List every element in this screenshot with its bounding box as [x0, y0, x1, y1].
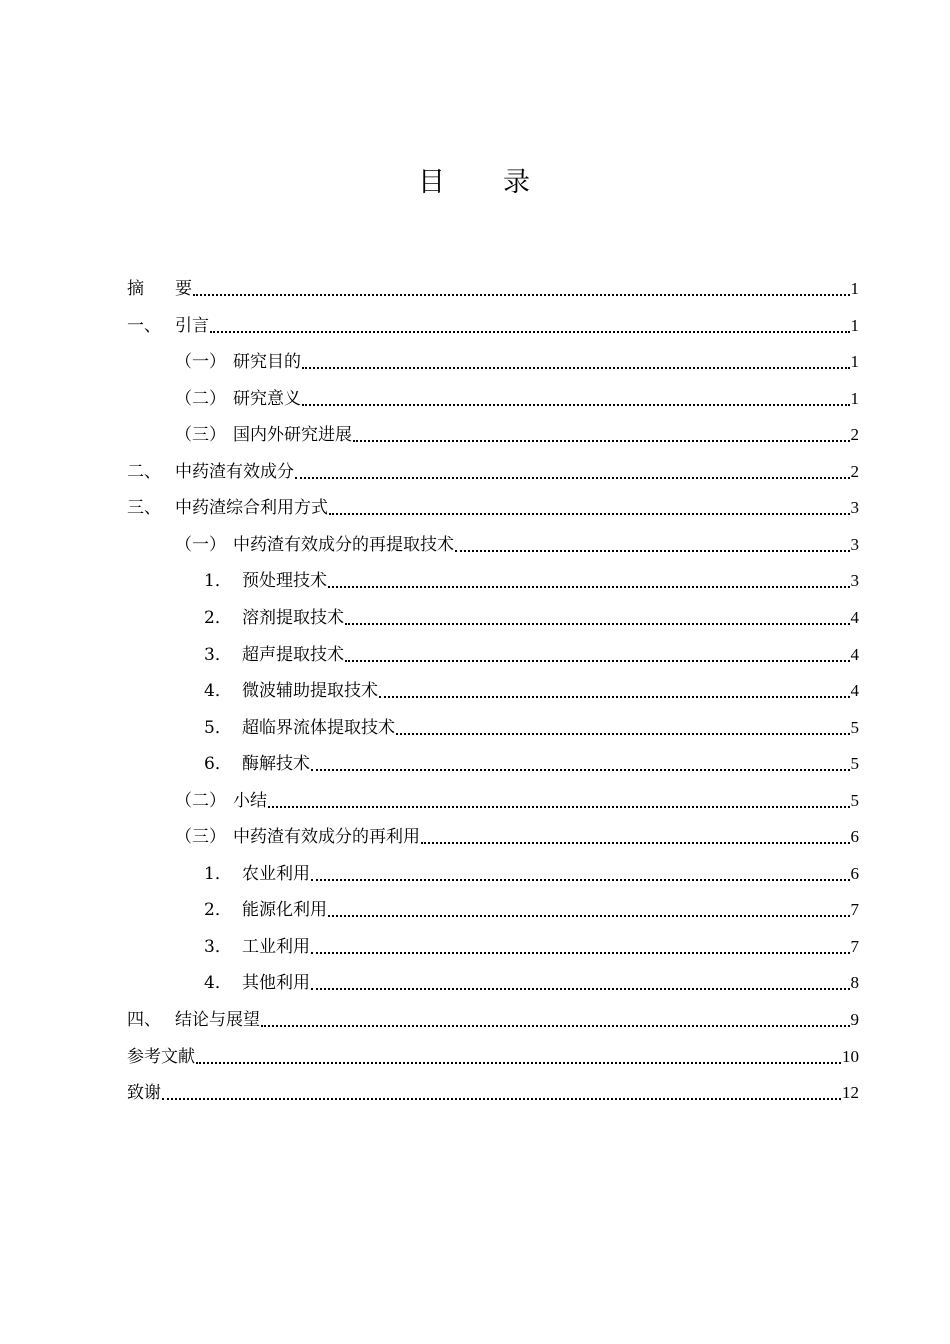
toc-entry[interactable] [127, 490, 859, 526]
toc-entry[interactable] [204, 673, 859, 709]
toc-entry-page-number: 5 [850, 717, 859, 737]
toc-entry[interactable] [204, 637, 859, 673]
toc-entry-page-number: 1 [850, 352, 859, 372]
toc-entry-page-number: 1 [850, 279, 859, 298]
dot-leader [311, 929, 850, 965]
toc-entry-page-number: 5 [850, 754, 859, 774]
toc-entry-page-number: 3 [850, 534, 859, 554]
toc-entry-label: 研究意义 [233, 388, 301, 409]
toc-entry-number: 4． [204, 681, 232, 702]
toc-entry-label: 工业利用 [242, 936, 310, 957]
toc-entry-label: 结论与展望 [175, 1010, 260, 1030]
toc-entry[interactable] [127, 1039, 859, 1075]
toc-entry-number: （一） [175, 352, 226, 373]
toc-entry-label: 能源化利用 [242, 900, 327, 921]
toc-entry-number: 摘 [127, 279, 144, 299]
toc-entry-label: 溶剂提取技术 [242, 607, 344, 628]
dot-leader [193, 271, 850, 307]
toc-entry-page-number: 4 [850, 681, 859, 701]
toc-entry[interactable] [204, 600, 859, 636]
toc-entry-number: 2． [204, 607, 232, 628]
toc-entry-page-number: 4 [850, 644, 859, 664]
dot-leader [311, 856, 850, 892]
dot-leader [311, 965, 850, 1001]
toc-entry[interactable] [175, 819, 859, 855]
dot-leader [328, 563, 850, 599]
toc-entry-number: （一） [175, 534, 226, 555]
toc-entry-page-number: 6 [850, 863, 859, 883]
toc-entry[interactable] [175, 783, 859, 819]
toc-entry-label: 中药渣有效成分的再利用 [233, 827, 420, 848]
toc-entry-label: 中药渣有效成分 [175, 461, 294, 482]
toc-entry-number: 四、 [127, 1010, 161, 1030]
toc-entry-label: 超临界流体提取技术 [242, 717, 395, 738]
dot-leader [421, 819, 850, 855]
toc-entry-number: （二） [175, 790, 226, 811]
toc-entry-page-number: 2 [850, 461, 859, 481]
toc-entry-label: 参考文献 [127, 1046, 195, 1067]
toc-entry[interactable] [204, 929, 859, 965]
toc-entry[interactable] [175, 527, 859, 563]
dot-leader [210, 308, 850, 344]
toc-entry-label: 预处理技术 [242, 571, 327, 592]
dot-leader [302, 381, 850, 417]
toc-entry-page-number: 12 [842, 1083, 859, 1103]
toc-entry-number: 1． [204, 571, 232, 592]
toc-entry-label: 国内外研究进展 [233, 425, 352, 446]
toc-entry[interactable] [204, 892, 859, 928]
toc-entry-label: 中药渣综合利用方式 [175, 498, 328, 519]
toc-entry-page-number: 4 [850, 607, 859, 627]
toc-entry-page-number: 10 [842, 1046, 859, 1066]
dot-leader [162, 1075, 841, 1111]
toc-entry-number: （三） [175, 425, 226, 446]
toc-entry-number: 三、 [127, 498, 161, 519]
toc-entry[interactable] [204, 746, 859, 782]
toc-entry-page-number: 8 [850, 973, 859, 993]
toc-entry-number: 1． [204, 863, 232, 884]
dot-leader [345, 637, 850, 673]
toc-title [0, 160, 950, 199]
toc-entry[interactable] [127, 1075, 859, 1111]
toc-entry-page-number: 1 [850, 388, 859, 408]
toc-entry[interactable] [204, 710, 859, 746]
toc-entry-number: （二） [175, 388, 226, 409]
dot-leader [379, 673, 850, 709]
toc-entry-label: 致谢 [127, 1083, 161, 1104]
toc-entry-number: 2． [204, 900, 232, 921]
toc-entry-page-number: 5 [850, 790, 859, 810]
dot-leader [295, 454, 850, 490]
toc-entry-number: （三） [175, 827, 226, 848]
toc-entry-label: 超声提取技术 [242, 644, 344, 665]
toc-entry-number: 3． [204, 644, 232, 665]
toc-entry-page-number: 2 [850, 425, 859, 445]
dot-leader [328, 892, 850, 928]
toc-entry[interactable] [175, 381, 859, 417]
toc-entry-label: 农业利用 [242, 863, 310, 884]
toc-entry-page-number: 3 [850, 571, 859, 591]
toc-entry[interactable] [127, 308, 859, 344]
dot-leader [345, 600, 850, 636]
toc-entry[interactable] [204, 965, 859, 1001]
dot-leader [302, 344, 850, 380]
toc-entry[interactable] [175, 417, 859, 453]
toc-entry-page-number: 6 [850, 827, 859, 847]
toc-title-char-1: 目 [418, 167, 447, 198]
dot-leader [353, 417, 850, 453]
dot-leader [329, 490, 850, 526]
toc-entry-number: 3． [204, 936, 232, 957]
toc-entry-page-number: 7 [850, 936, 859, 956]
toc-title-char-2: 录 [503, 167, 532, 198]
toc-entry-number: 一、 [127, 315, 161, 336]
toc-entry-label: 引言 [175, 315, 209, 336]
dot-leader [196, 1039, 841, 1075]
toc-entry-label: 中药渣有效成分的再提取技术 [233, 534, 454, 555]
dot-leader [268, 783, 850, 819]
toc-entry-number: 二、 [127, 461, 161, 482]
dot-leader [455, 527, 850, 563]
toc-entry-page-number: 7 [850, 900, 859, 920]
toc-entry[interactable] [127, 1002, 859, 1038]
toc-entry-number: 4． [204, 973, 232, 994]
toc-entry-label: 要 [175, 279, 192, 299]
toc-entry-page-number: 1 [850, 315, 859, 335]
toc-entry-label: 酶解技术 [242, 754, 310, 775]
toc-entry-number: 6． [204, 754, 232, 775]
toc-entry-label: 其他利用 [242, 973, 310, 994]
toc-entry[interactable] [127, 454, 859, 490]
toc-entry[interactable] [175, 344, 859, 380]
toc-entry-page-number: 9 [850, 1010, 859, 1029]
toc-entry[interactable] [204, 563, 859, 599]
toc-entry-page-number: 3 [850, 498, 859, 518]
toc-entry-label: 小结 [233, 790, 267, 811]
toc-entry-label: 微波辅助提取技术 [242, 681, 378, 702]
toc-entry-number: 5． [204, 717, 232, 738]
toc-entry[interactable] [127, 271, 859, 307]
dot-leader [396, 710, 850, 746]
toc-entry-label: 研究目的 [233, 352, 301, 373]
dot-leader [311, 746, 850, 782]
toc-entry[interactable] [204, 856, 859, 892]
dot-leader [261, 1002, 850, 1038]
